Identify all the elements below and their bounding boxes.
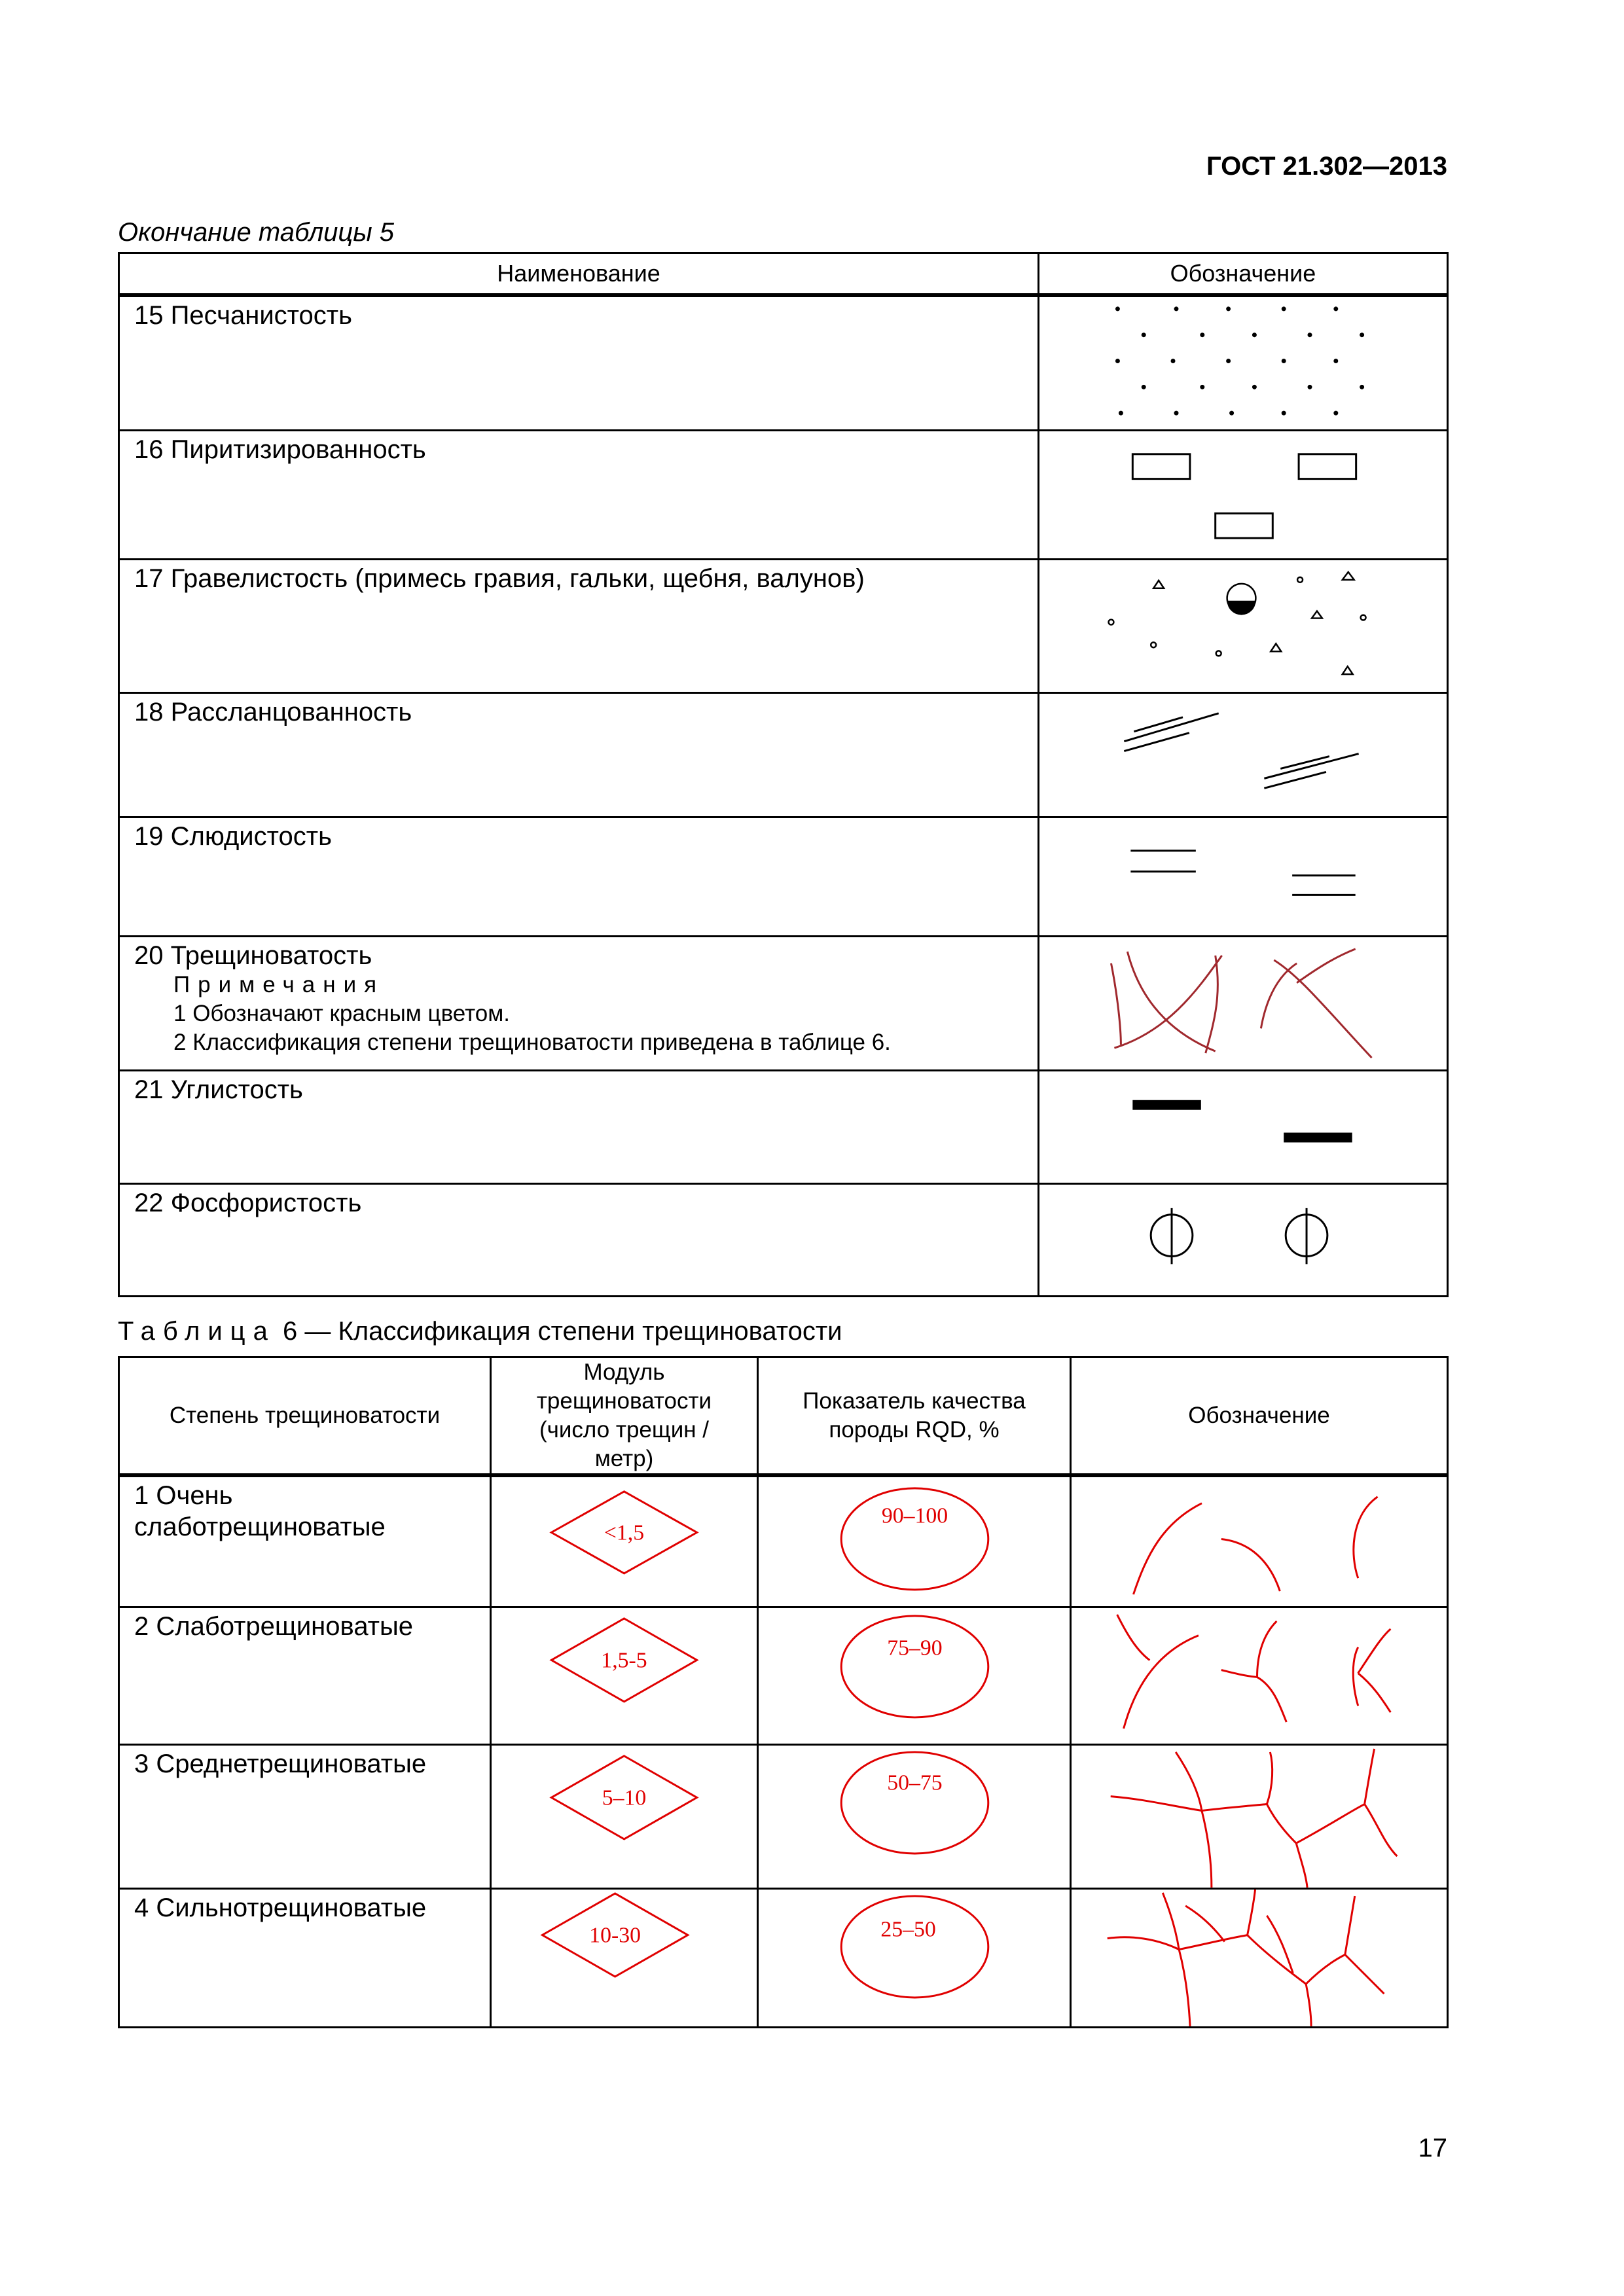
modulus-value: <1,5 — [604, 1520, 645, 1545]
cracks-very-weak-icon — [1071, 1475, 1448, 1607]
row-degree: 3 Среднетрещиноватые — [119, 1744, 491, 1888]
table5-header-row — [119, 253, 1448, 296]
rqd-ellipse — [758, 1607, 1071, 1744]
standard-code: ГОСТ 21.302—2013 — [1206, 152, 1447, 181]
note-item: 1 Обозначают красным цветом. — [173, 1001, 510, 1027]
table-row — [119, 1744, 1448, 1888]
row-name: 20 Трещиноватость — [134, 941, 372, 971]
row-name: 17 Гравелистость (примесь гравия, гальки, щебня, валунов) — [119, 560, 1039, 693]
modulus-value: 1,5-5 — [601, 1648, 647, 1673]
double-lines-pattern-icon — [1039, 817, 1448, 937]
rqd-value: 90–100 — [881, 1503, 948, 1528]
row-degree: 1 Очень слаботрещиноватые — [119, 1475, 491, 1607]
dots-pattern-icon — [1039, 295, 1448, 431]
rqd-ellipse — [758, 1475, 1071, 1607]
rqd-value: 75–90 — [887, 1636, 943, 1660]
column-header-degree: Степень трещиноватости — [119, 1357, 491, 1476]
table-row — [119, 431, 1448, 560]
table-row — [119, 1183, 1448, 1296]
column-header-symbol: Обозначение — [1071, 1357, 1448, 1476]
column-header-rqd: Показатель качества породы RQD, % — [758, 1357, 1071, 1476]
column-header-modulus: Модуль трещиноватости (число трещин /метр) — [491, 1357, 758, 1476]
row-degree: 2 Слаботрещиноватые — [119, 1607, 491, 1744]
rectangles-pattern-icon — [1039, 431, 1448, 560]
notes-title: Примечания — [173, 972, 385, 998]
column-header-symbol: Обозначение — [1039, 253, 1448, 296]
rqd-ellipse — [758, 1888, 1071, 2027]
table-row — [119, 295, 1448, 431]
table6-caption — [118, 1317, 842, 1346]
row-name: 15 Песчанистость — [119, 295, 1039, 431]
column-header-name: Наименование — [119, 253, 1039, 296]
table-row — [119, 693, 1448, 817]
bold-dashes-pattern-icon — [1039, 1071, 1448, 1183]
modulus-diamond — [491, 1475, 758, 1607]
circle-cross-pattern-icon — [1039, 1183, 1448, 1296]
cracks-strong-icon — [1071, 1888, 1448, 2027]
modulus-value: 10-30 — [589, 1923, 641, 1948]
rqd-ellipse — [758, 1744, 1071, 1888]
rqd-value: 25–50 — [880, 1917, 936, 1942]
table-row — [119, 1475, 1448, 1607]
cracks-medium-icon — [1071, 1744, 1448, 1888]
modulus-diamond — [491, 1607, 758, 1744]
modulus-diamond — [491, 1744, 758, 1888]
row-name: 18 Рассланцованность — [119, 693, 1039, 817]
table5 — [118, 252, 1449, 1297]
table-row — [119, 1888, 1448, 2027]
table-row — [119, 1607, 1448, 1744]
caption-prefix: Таблица — [118, 1317, 276, 1346]
table-row — [119, 560, 1448, 693]
modulus-diamond — [491, 1888, 758, 2027]
row-degree: 4 Сильнотрещиноватые — [119, 1888, 491, 2027]
rqd-value: 50–75 — [887, 1770, 943, 1795]
cracks-weak-icon — [1071, 1607, 1448, 1744]
caption-text: — Классификация степени трещиноватости — [304, 1317, 842, 1346]
table-row — [119, 937, 1448, 1071]
cracks-pattern-icon — [1039, 937, 1448, 1071]
slanted-lines-pattern-icon — [1039, 693, 1448, 817]
row-name: 21 Углистость — [119, 1071, 1039, 1183]
note-item: 2 Классификация степени трещиноватости приведена в таблице 6. — [173, 1030, 891, 1056]
table-row — [119, 817, 1448, 937]
row-name: 16 Пиритизированность — [119, 431, 1039, 560]
gravel-pattern-icon — [1039, 560, 1448, 693]
modulus-value: 5–10 — [602, 1785, 647, 1810]
caption-number: 6 — [282, 1317, 298, 1346]
table-row — [119, 1071, 1448, 1183]
table5-caption: Окончание таблицы 5 — [118, 218, 395, 247]
page-number: 17 — [1418, 2134, 1447, 2162]
row-name: 19 Слюдистость — [119, 817, 1039, 937]
table6 — [118, 1356, 1449, 2028]
table6-header-row — [119, 1357, 1448, 1476]
row-name: 22 Фосфористость — [119, 1183, 1039, 1296]
